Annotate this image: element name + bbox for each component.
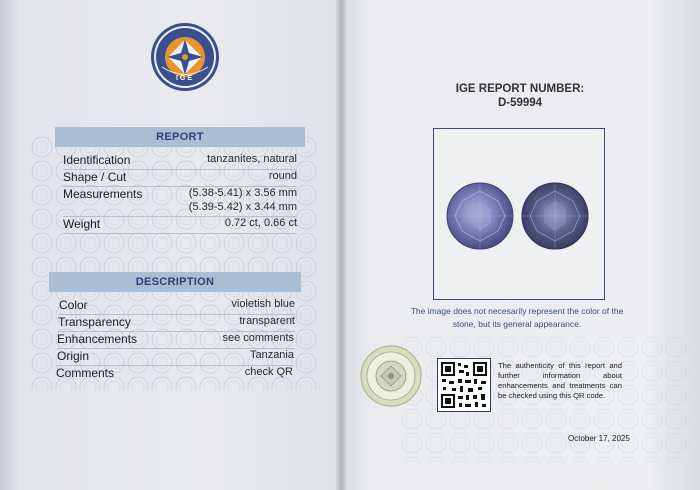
description-header: DESCRIPTION: [49, 272, 301, 292]
hologram-seal: [360, 345, 422, 407]
label-comments: Comments: [56, 366, 115, 380]
image-disclaimer: The image does not necesarily represent the color of the stone, but its general appearance.: [410, 306, 624, 329]
logo-initials: IGE: [175, 75, 195, 82]
row-measurements: [63, 186, 297, 217]
label-color: Color: [59, 298, 88, 312]
left-page: [0, 0, 340, 490]
stone-left: [447, 183, 513, 249]
value-comments: check QR: [244, 366, 293, 378]
stone-image-frame: [433, 128, 605, 300]
value-color: violetish blue: [231, 298, 295, 310]
row-transparency: [58, 314, 295, 332]
report-number-block: [430, 82, 610, 110]
qr-code-icon: [438, 359, 490, 411]
report-header: REPORT: [55, 127, 305, 147]
row-origin: [57, 348, 294, 366]
report-number-value: D-59994: [497, 97, 543, 109]
value-measurements-2: (5.39-5.42) x 3.44 mm: [188, 201, 297, 213]
value-identification: tanzanites, natural: [207, 153, 297, 165]
label-enhancements: Enhancements: [57, 332, 138, 346]
report-date: October 17, 2025: [568, 434, 630, 443]
value-enhancements: see comments: [222, 332, 294, 344]
row-weight: [63, 216, 297, 234]
value-shape-cut: round: [268, 170, 297, 182]
row-comments: [56, 365, 293, 382]
value-weight: 0.72 ct, 0.66 ct: [224, 217, 297, 229]
row-shape-cut: [63, 169, 297, 187]
verification-qr-code[interactable]: [437, 358, 491, 412]
label-shape-cut: Shape / Cut: [63, 170, 127, 184]
tanzanite-stones-image: [434, 129, 604, 299]
row-enhancements: [57, 331, 294, 349]
authenticity-note: The authenticity of this report and further information about enhancements and treatments can be checked using this QR code.: [498, 361, 622, 400]
book-gutter: [336, 0, 346, 490]
label-measurements: Measurements: [63, 187, 143, 201]
label-weight: Weight: [63, 217, 101, 231]
row-color: [59, 297, 295, 315]
stone-right: [522, 183, 588, 249]
label-transparency: Transparency: [58, 315, 131, 329]
value-measurements-1: (5.38-5.41) x 3.56 mm: [188, 187, 297, 199]
row-identification: [63, 152, 297, 170]
label-identification: Identification: [63, 153, 131, 167]
report-number-label: IGE REPORT NUMBER:: [455, 83, 585, 95]
label-origin: Origin: [57, 349, 90, 363]
value-transparency: transparent: [239, 315, 295, 327]
value-origin: Tanzania: [249, 349, 294, 361]
